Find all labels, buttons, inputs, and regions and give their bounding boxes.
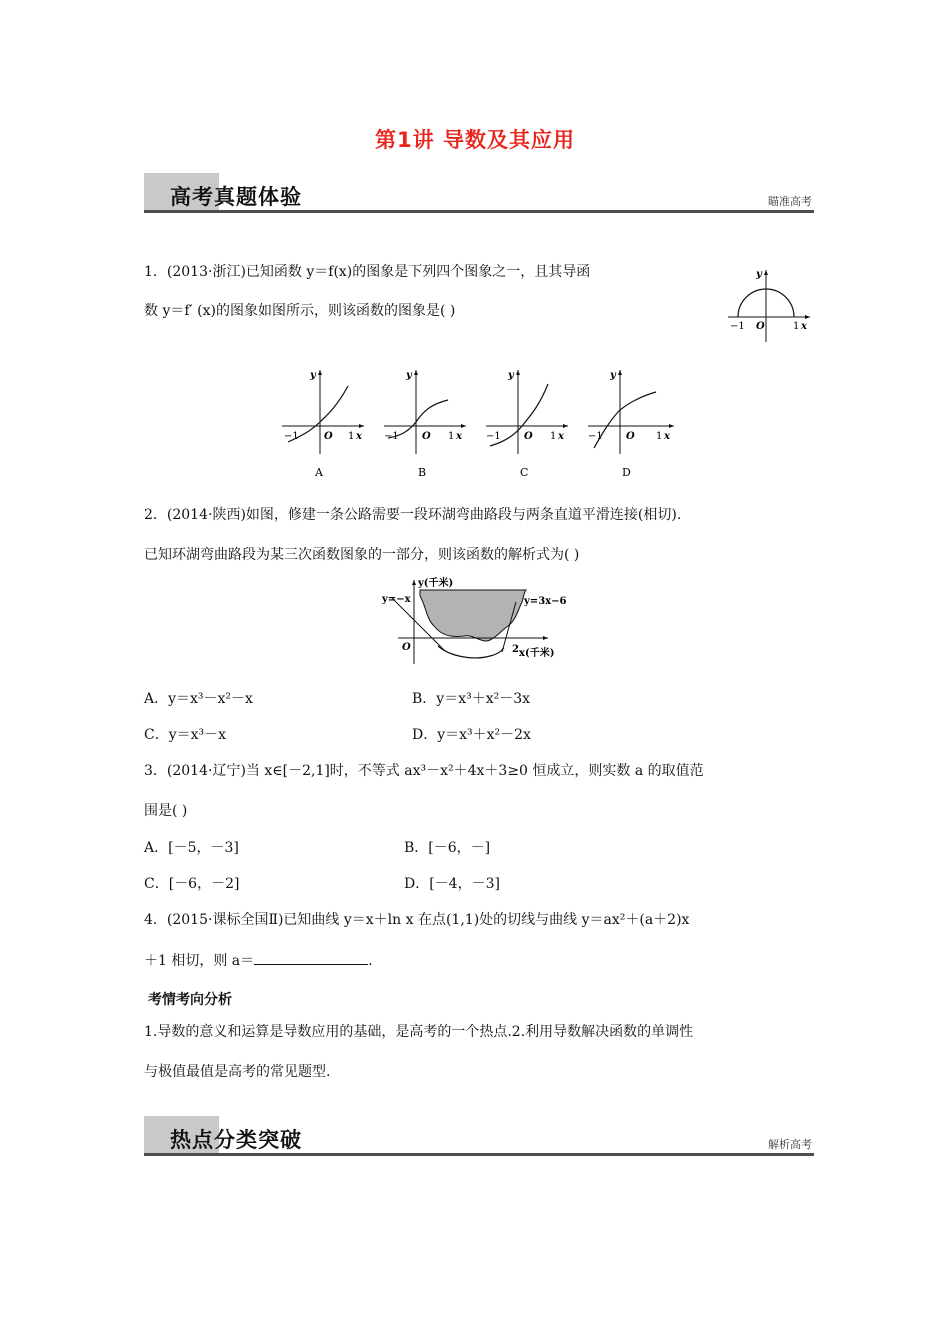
two-label: 2 (512, 644, 519, 655)
svg-text:y: y (508, 370, 514, 381)
q2-line2: 已知环湖弯曲路段为某三次函数图象的一部分，则该函数的解析式为( ) (144, 547, 580, 563)
q2-option-d: D．y＝x³＋x²－2x (412, 727, 531, 743)
option-b-graph (384, 370, 466, 479)
page-title: 第1讲 导数及其应用 (375, 128, 575, 152)
svg-text:x: x (456, 431, 462, 442)
svg-text:y: y (406, 370, 412, 381)
q4-line2: ＋1 相切，则 a＝ . (144, 950, 373, 971)
one-label: 1 (793, 321, 800, 332)
q3-line1: 3．(2014·辽宁)当 x∈[－2,1]时，不等式 ax³－x²＋4x＋3≥0 恒成立，则实数 a 的取值范 (144, 763, 704, 779)
q3-option-b: B．[－6，－] (404, 840, 491, 856)
q2-line1: 2．(2014·陕西)如图，修建一条公路需要一段环湖弯曲路段与两条直道平滑连接(相切). (144, 507, 682, 523)
svg-text:O: O (626, 431, 635, 442)
q1-line2: 数 y＝f′ (x)的图象如图所示，则该函数的图象是( ) (144, 303, 456, 319)
svg-text:−1: −1 (486, 431, 501, 442)
lake-shape (420, 590, 526, 641)
option-d-curve (594, 392, 656, 448)
q3-option-d: D．[－4，－3] (404, 876, 500, 892)
svg-text:O: O (422, 431, 431, 442)
right-line-label: y=3x−6 (524, 596, 567, 607)
x-label: x (801, 321, 807, 332)
section-header-tag: 瞄准高考 (768, 195, 812, 208)
option-a-graph (282, 370, 364, 479)
section-header-label: 高考真题体验 (170, 185, 302, 209)
q2-option-b: B．y＝x³＋x²－3x (412, 691, 531, 707)
section-header-1 (144, 173, 814, 213)
answer-blank (254, 950, 368, 965)
origin-label: O (402, 642, 411, 653)
q4-line1: 4．(2015·课标全国Ⅱ)已知曲线 y＝x＋ln x 在点(1,1)处的切线与曲线 y＝ax²＋(a＋2)x (144, 912, 690, 928)
left-line-label: y=−x (382, 594, 411, 605)
analysis-line1: 1.导数的意义和运算是导数应用的基础，是高考的一个热点.2.利用导数解决函数的单调性 (144, 1024, 694, 1040)
svg-text:−1: −1 (588, 431, 603, 442)
neg1-label: −1 (730, 321, 745, 332)
section-header-tag: 解析高考 (768, 1138, 812, 1151)
svg-text:−1: −1 (284, 431, 299, 442)
svg-text:1: 1 (348, 431, 355, 442)
origin-label: O (756, 321, 765, 332)
q1-derivative-figure (722, 262, 814, 346)
option-d-label: D (622, 466, 631, 479)
q1-options-figure (278, 364, 678, 480)
svg-text:1: 1 (448, 431, 455, 442)
x-axis-label: x(千米) (519, 648, 555, 659)
analysis-line2: 与极值最值是高考的常见题型. (144, 1064, 331, 1080)
option-d-graph (588, 370, 674, 479)
y-axis-label: y(千米) (418, 578, 454, 589)
svg-text:O: O (324, 431, 333, 442)
option-c-graph (486, 370, 568, 479)
option-a-label: A (315, 466, 323, 479)
q2-option-c: C．y＝x³－x (144, 727, 227, 743)
svg-text:y: y (610, 370, 616, 381)
svg-text:x: x (664, 431, 670, 442)
section-header-label: 热点分类突破 (170, 1128, 302, 1152)
y-label: y (756, 269, 762, 280)
q3-line2: 围是( ) (144, 803, 188, 819)
svg-text:x: x (558, 431, 564, 442)
q2-option-a: A．y＝x³－x²－x (144, 691, 253, 707)
cubic-road-curve (438, 646, 504, 658)
section-header-2 (144, 1116, 814, 1156)
svg-text:1: 1 (550, 431, 557, 442)
svg-text:O: O (524, 431, 533, 442)
option-c-label: C (520, 466, 529, 479)
svg-text:y: y (310, 370, 316, 381)
svg-text:1: 1 (656, 431, 663, 442)
q2-lake-figure (378, 574, 578, 666)
option-b-label: B (418, 466, 427, 479)
q3-option-a: A．[－5，－3] (144, 840, 239, 856)
q1-line1: 1．(2013·浙江)已知函数 y＝f(x)的图象是下列四个图象之一，且其导函 (144, 264, 591, 280)
svg-text:−1: −1 (384, 431, 399, 442)
q3-option-c: C．[－6，－2] (144, 876, 240, 892)
analysis-heading: 考情考向分析 (148, 992, 232, 1008)
svg-text:x: x (356, 431, 362, 442)
